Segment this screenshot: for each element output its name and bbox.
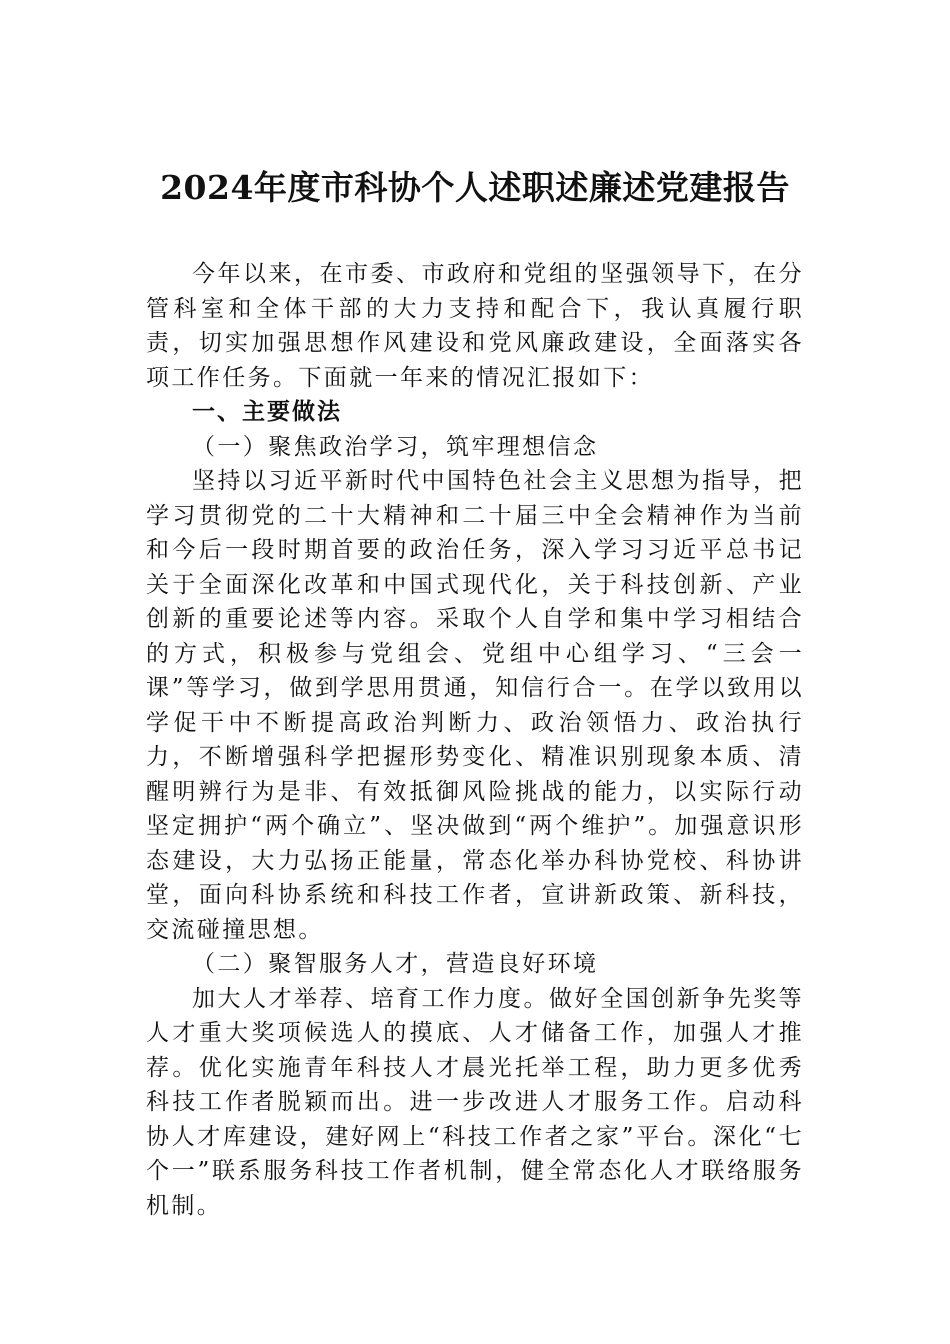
document-title: 2024年度市科协个人述职述廉述党建报告 [160, 168, 790, 207]
political-study-paragraph: 坚持以习近平新时代中国特色社会主义思想为指导，把学习贯彻党的二十大精神和二十届三中全会精神作为当前和今后一段时期首要的政治任务，深入学习习近平总书记关于全面深化改革和中国式现代化，关于科技创新、产业创新的重要论述等内容。采取个人自学和集中学习相结合的方式，积极参与党组会、党组中心组学习、“三会一课”等学习，做到学思用贯通，知信行合一。在学以致用以学促干中不断提高政治判断力、政治领悟力、政治执行力，不断增强科学把握形势变化、精准识别现象本质、清醒明辨行为是非、有效抵御风险挑战的能力，以实际行动坚定拥护“两个确立”、坚决做到“两个维护”。加强意识形态建设，大力弘扬正能量，常态化举办科协党校、科协讲堂，面向科协系统和科技工作者，宣讲新政策、新科技，交流碰撞思想。 [146, 468, 804, 943]
subsection-heading-talent-service: （二）聚智服务人才，营造良好环境 [192, 951, 599, 977]
talent-service-paragraph: 加大人才举荐、培育工作力度。做好全国创新争先奖等人才重大奖项候选人的摸底、人才储备工作，加强人才推荐。优化实施青年科技人才晨光托举工程，助力更多优秀科技工作者脱颖而出。进一步改进人才服务工作。启动科协人才库建设，建好网上“科技工作者之家”平台。深化“七个一”联系服务科技工作者机制，健全常态化人才联络服务机制。 [146, 985, 804, 1219]
document-body [146, 257, 804, 1223]
subsection-heading-political-study: （一）聚焦政治学习，筑牢理想信念 [192, 433, 599, 460]
intro-paragraph: 今年以来，在市委、市政府和党组的坚强领导下，在分管科室和全体干部的大力支持和配合下，我认真履行职责，切实加强思想作风建设和党风廉政建设，全面落实各项工作任务。下面就一年来的情况汇报如下： [146, 261, 804, 391]
section-heading-main-practices: 一、主要做法 [192, 399, 342, 425]
